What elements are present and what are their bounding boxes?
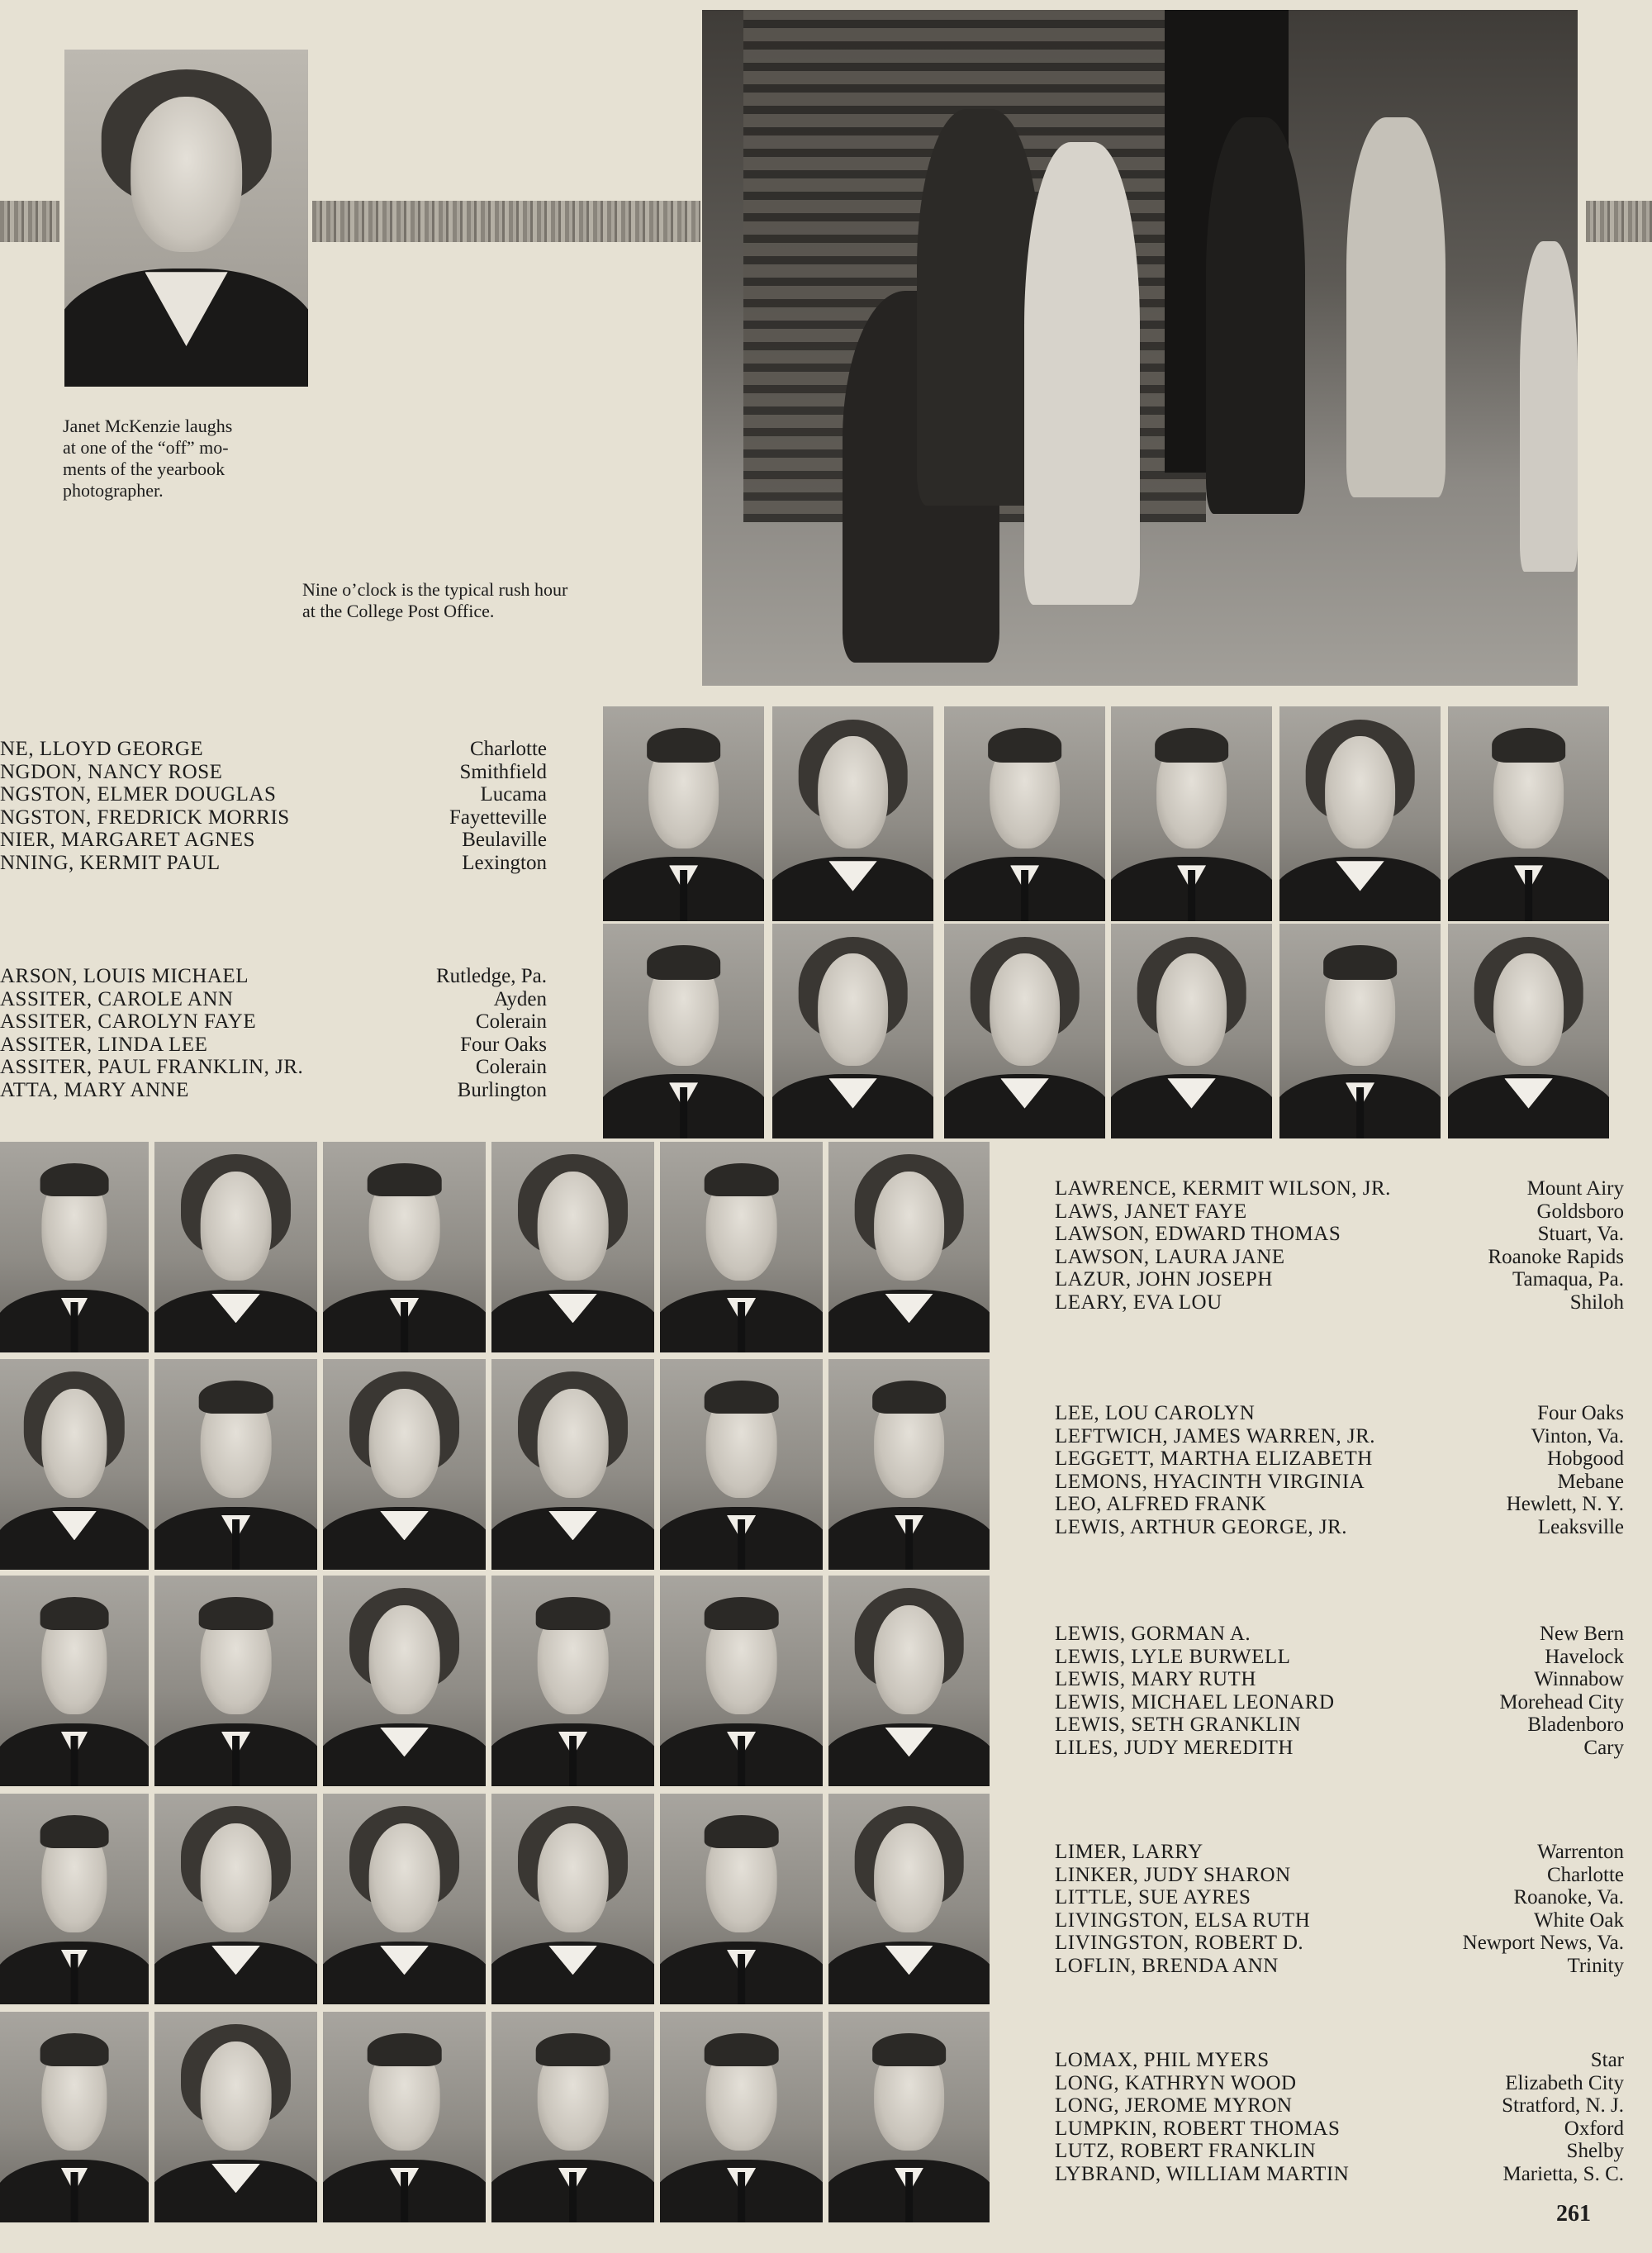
student-name: LIVINGSTON, ROBERT D. bbox=[1055, 1932, 1304, 1954]
hometown: Vinton, Va. bbox=[1531, 1424, 1624, 1447]
roster-entry bbox=[0, 1056, 547, 1079]
student-name: ASSITER, LINDA LEE bbox=[0, 1033, 208, 1056]
student-portrait bbox=[0, 1794, 149, 2004]
hometown: Tamaqua, Pa. bbox=[1512, 1268, 1624, 1290]
figure-6 bbox=[1520, 241, 1578, 572]
roster-entry bbox=[1055, 1200, 1624, 1224]
student-portrait bbox=[1111, 924, 1272, 1138]
roster-entry bbox=[0, 1079, 547, 1102]
student-name: LIMER, LARRY bbox=[1055, 1841, 1203, 1863]
hometown: Roanoke, Va. bbox=[1513, 1886, 1624, 1908]
hometown: White Oak bbox=[1534, 1908, 1624, 1932]
roster-entry bbox=[0, 1034, 547, 1057]
roster-entry bbox=[1055, 1471, 1624, 1494]
student-portrait bbox=[828, 1359, 990, 1570]
student-portrait bbox=[154, 1142, 317, 1352]
student-portrait bbox=[1111, 706, 1272, 921]
student-name: LEGGETT, MARTHA ELIZABETH bbox=[1055, 1447, 1373, 1470]
roster-entry bbox=[1055, 1909, 1624, 1932]
student-name: LAWSON, LAURA JANE bbox=[1055, 1245, 1285, 1268]
roster-entry bbox=[1055, 1223, 1624, 1246]
roster-entry bbox=[1055, 1493, 1624, 1516]
roster-entry bbox=[0, 988, 547, 1011]
roster-entry bbox=[1055, 1623, 1624, 1646]
student-portrait bbox=[660, 1142, 823, 1352]
student-name: LEFTWICH, JAMES WARREN, JR. bbox=[1055, 1424, 1376, 1447]
hometown: New Bern bbox=[1539, 1623, 1624, 1645]
roster-entry bbox=[1055, 1668, 1624, 1691]
roster-entry bbox=[1055, 1268, 1624, 1291]
roster-block bbox=[1055, 1841, 1624, 1977]
student-portrait bbox=[660, 1576, 823, 1786]
student-portrait bbox=[772, 706, 933, 921]
hometown: Havelock bbox=[1545, 1645, 1624, 1668]
caption-line: Janet McKenzie laughs bbox=[63, 416, 233, 436]
roster-entry bbox=[0, 738, 547, 761]
roster-block bbox=[1055, 1177, 1624, 1314]
roster-entry bbox=[1055, 1646, 1624, 1669]
student-name: LOFLIN, BRENDA ANN bbox=[1055, 1954, 1279, 1977]
hometown: Lexington bbox=[462, 851, 547, 874]
hometown: Marietta, S. C. bbox=[1502, 2162, 1624, 2185]
roster-block bbox=[0, 738, 547, 874]
student-portrait bbox=[828, 1142, 990, 1352]
hometown: Goldsboro bbox=[1536, 1200, 1624, 1223]
hometown: Rutledge, Pa. bbox=[435, 965, 547, 987]
roster-entry bbox=[1055, 1425, 1624, 1448]
student-portrait bbox=[828, 1576, 990, 1786]
roster-entry bbox=[1055, 1955, 1624, 1978]
student-name: LEWIS, MICHAEL LEONARD bbox=[1055, 1690, 1335, 1714]
student-name: NIER, MARGARET AGNES bbox=[0, 829, 255, 851]
student-portrait bbox=[660, 2012, 823, 2222]
roster-entry bbox=[1055, 1864, 1624, 1887]
student-name: LONG, KATHRYN WOOD bbox=[1055, 2071, 1297, 2094]
student-portrait bbox=[944, 706, 1105, 921]
hometown: Four Oaks bbox=[460, 1033, 547, 1056]
student-name: LIVINGSTON, ELSA RUTH bbox=[1055, 1908, 1311, 1932]
student-portrait bbox=[0, 1359, 149, 1570]
hometown: Shelby bbox=[1566, 2140, 1624, 2162]
student-portrait bbox=[323, 1794, 486, 2004]
student-name: LAWSON, EDWARD THOMAS bbox=[1055, 1223, 1341, 1245]
student-name: ASSITER, CAROLYN FAYE bbox=[0, 1010, 257, 1033]
hometown: Elizabeth City bbox=[1505, 2071, 1624, 2094]
hometown: Burlington bbox=[457, 1078, 547, 1101]
roster-block bbox=[1055, 1623, 1624, 1759]
roster-entry bbox=[1055, 2140, 1624, 2163]
roster-block bbox=[0, 965, 547, 1101]
student-name: LEE, LOU CAROLYN bbox=[1055, 1402, 1256, 1424]
roster-entry bbox=[1055, 1447, 1624, 1471]
hometown: Roanoke Rapids bbox=[1488, 1245, 1624, 1268]
student-portrait bbox=[491, 1142, 654, 1352]
hometown: Trinity bbox=[1567, 1954, 1624, 1977]
roster-entry bbox=[1055, 2049, 1624, 2072]
student-portrait bbox=[1279, 924, 1441, 1138]
student-portrait bbox=[1279, 706, 1441, 921]
roster-entry bbox=[0, 852, 547, 875]
student-portrait bbox=[828, 2012, 990, 2222]
student-portrait bbox=[828, 1794, 990, 2004]
student-name: LEWIS, ARTHUR GEORGE, JR. bbox=[1055, 1515, 1348, 1538]
student-portrait bbox=[323, 1142, 486, 1352]
student-portrait bbox=[491, 1576, 654, 1786]
decorative-band-left bbox=[0, 201, 59, 242]
student-portrait bbox=[0, 1142, 149, 1352]
student-name: LINKER, JUDY SHARON bbox=[1055, 1863, 1291, 1886]
hometown: Lucama bbox=[480, 783, 547, 806]
student-portrait bbox=[603, 706, 764, 921]
student-name: LAZUR, JOHN JOSEPH bbox=[1055, 1268, 1273, 1290]
figure-5 bbox=[1346, 117, 1446, 497]
roster-entry bbox=[1055, 1714, 1624, 1737]
student-name: LUMPKIN, ROBERT THOMAS bbox=[1055, 2117, 1341, 2140]
student-portrait bbox=[323, 1576, 486, 1786]
student-name: LONG, JEROME MYRON bbox=[1055, 2094, 1293, 2117]
figure-3 bbox=[1024, 142, 1140, 605]
student-name: LEMONS, HYACINTH VIRGINIA bbox=[1055, 1470, 1365, 1493]
hometown: Bladenboro bbox=[1527, 1714, 1624, 1736]
student-name: LEWIS, LYLE BURWELL bbox=[1055, 1645, 1291, 1668]
hometown: Stuart, Va. bbox=[1537, 1223, 1624, 1245]
student-name: LILES, JUDY MEREDITH bbox=[1055, 1736, 1294, 1759]
roster-entry bbox=[1055, 1737, 1624, 1760]
hometown: Mebane bbox=[1557, 1470, 1624, 1493]
roster-entry bbox=[1055, 1841, 1624, 1864]
decorative-band-right bbox=[1586, 201, 1652, 242]
figure-2 bbox=[917, 109, 1041, 506]
student-name: ARSON, LOUIS MICHAEL bbox=[0, 965, 249, 987]
student-name: LAWRENCE, KERMIT WILSON, JR. bbox=[1055, 1177, 1391, 1200]
student-name: ATTA, MARY ANNE bbox=[0, 1078, 189, 1101]
roster-block bbox=[1055, 1402, 1624, 1538]
post-office-photo bbox=[702, 10, 1578, 686]
hometown: Mount Airy bbox=[1526, 1177, 1624, 1200]
hometown: Hobgood bbox=[1546, 1447, 1624, 1470]
student-portrait bbox=[323, 1359, 486, 1570]
hometown: Cary bbox=[1583, 1736, 1624, 1759]
hometown: Beulaville bbox=[462, 829, 547, 851]
student-portrait bbox=[491, 1359, 654, 1570]
hometown: Leaksville bbox=[1537, 1515, 1624, 1538]
student-portrait bbox=[154, 1576, 317, 1786]
roster-entry bbox=[0, 965, 547, 988]
student-name: NGSTON, ELMER DOUGLAS bbox=[0, 783, 277, 806]
hometown: Shiloh bbox=[1569, 1290, 1624, 1314]
student-portrait bbox=[660, 1794, 823, 2004]
caption-line: at one of the “off” mo- bbox=[63, 437, 229, 458]
hometown: Fayetteville bbox=[449, 806, 547, 829]
roster-entry bbox=[0, 1010, 547, 1034]
student-portrait bbox=[154, 1359, 317, 1570]
page-number: 261 bbox=[1556, 2201, 1591, 2227]
student-portrait bbox=[323, 2012, 486, 2222]
student-name: NGSTON, FREDRICK MORRIS bbox=[0, 806, 290, 829]
student-portrait bbox=[1448, 924, 1609, 1138]
roster-entry bbox=[1055, 2094, 1624, 2118]
portrait-caption bbox=[63, 416, 311, 501]
hometown: Colerain bbox=[475, 1056, 547, 1078]
student-name: LITTLE, SUE AYRES bbox=[1055, 1886, 1251, 1908]
roster-entry bbox=[0, 761, 547, 784]
hometown: Newport News, Va. bbox=[1462, 1932, 1624, 1954]
roster-entry bbox=[1055, 1932, 1624, 1955]
student-name: NNING, KERMIT PAUL bbox=[0, 851, 221, 874]
hometown: Colerain bbox=[475, 1010, 547, 1033]
student-name: LAWS, JANET FAYE bbox=[1055, 1200, 1247, 1223]
hometown: Stratford, N. J. bbox=[1502, 2094, 1624, 2117]
student-name: LEWIS, SETH GRANKLIN bbox=[1055, 1714, 1302, 1736]
student-name: LEWIS, MARY RUTH bbox=[1055, 1668, 1256, 1690]
post-office-caption bbox=[302, 579, 699, 622]
student-name: ASSITER, CAROLE ANN bbox=[0, 987, 234, 1010]
figure-4 bbox=[1206, 117, 1305, 514]
candid-portrait-photo bbox=[64, 50, 308, 387]
student-name: LEARY, EVA LOU bbox=[1055, 1290, 1222, 1314]
student-name: ASSITER, PAUL FRANKLIN, JR. bbox=[0, 1056, 304, 1078]
caption-line: at the College Post Office. bbox=[302, 601, 495, 621]
student-portrait bbox=[491, 2012, 654, 2222]
hometown: Warrenton bbox=[1537, 1841, 1624, 1863]
hometown: Winnabow bbox=[1534, 1668, 1624, 1690]
hometown: Ayden bbox=[493, 987, 547, 1010]
student-name: LYBRAND, WILLIAM MARTIN bbox=[1055, 2162, 1350, 2185]
student-name: NGDON, NANCY ROSE bbox=[0, 760, 223, 783]
student-portrait bbox=[491, 1794, 654, 2004]
hometown: Smithfield bbox=[459, 760, 547, 783]
hometown: Charlotte bbox=[469, 738, 547, 760]
student-name: LEWIS, GORMAN A. bbox=[1055, 1623, 1251, 1645]
roster-entry bbox=[1055, 1402, 1624, 1425]
roster-entry bbox=[0, 806, 547, 829]
roster-entry bbox=[1055, 1516, 1624, 1539]
roster-entry bbox=[1055, 2163, 1624, 2186]
caption-line: photographer. bbox=[63, 480, 164, 501]
roster-entry bbox=[1055, 2072, 1624, 2095]
hometown: Four Oaks bbox=[1537, 1402, 1624, 1424]
hometown: Morehead City bbox=[1499, 1690, 1624, 1714]
student-portrait bbox=[0, 1576, 149, 1786]
roster-entry bbox=[1055, 1291, 1624, 1314]
student-portrait bbox=[772, 924, 933, 1138]
student-name: LEO, ALFRED FRANK bbox=[1055, 1493, 1267, 1515]
student-portrait bbox=[0, 2012, 149, 2222]
student-portrait bbox=[660, 1359, 823, 1570]
caption-line: ments of the yearbook bbox=[63, 459, 225, 479]
roster-entry bbox=[1055, 1691, 1624, 1714]
student-portrait bbox=[154, 2012, 317, 2222]
roster-block bbox=[1055, 2049, 1624, 2185]
decorative-band-center bbox=[312, 201, 700, 242]
roster-entry bbox=[1055, 1177, 1624, 1200]
roster-entry bbox=[0, 829, 547, 852]
caption-line: Nine o’clock is the typical rush hour bbox=[302, 579, 568, 600]
student-name: NE, LLOYD GEORGE bbox=[0, 738, 204, 760]
student-portrait bbox=[1448, 706, 1609, 921]
roster-entry bbox=[1055, 2118, 1624, 2141]
student-name: LUTZ, ROBERT FRANKLIN bbox=[1055, 2140, 1317, 2162]
student-name: LOMAX, PHIL MYERS bbox=[1055, 2049, 1270, 2071]
roster-entry bbox=[0, 783, 547, 806]
hometown: Hewlett, N. Y. bbox=[1506, 1493, 1624, 1515]
student-portrait bbox=[154, 1794, 317, 2004]
roster-entry bbox=[1055, 1886, 1624, 1909]
hometown: Charlotte bbox=[1546, 1863, 1624, 1886]
student-portrait bbox=[944, 924, 1105, 1138]
hometown: Oxford bbox=[1564, 2117, 1624, 2140]
hometown: Star bbox=[1590, 2049, 1624, 2071]
student-portrait bbox=[603, 924, 764, 1138]
roster-entry bbox=[1055, 1246, 1624, 1269]
